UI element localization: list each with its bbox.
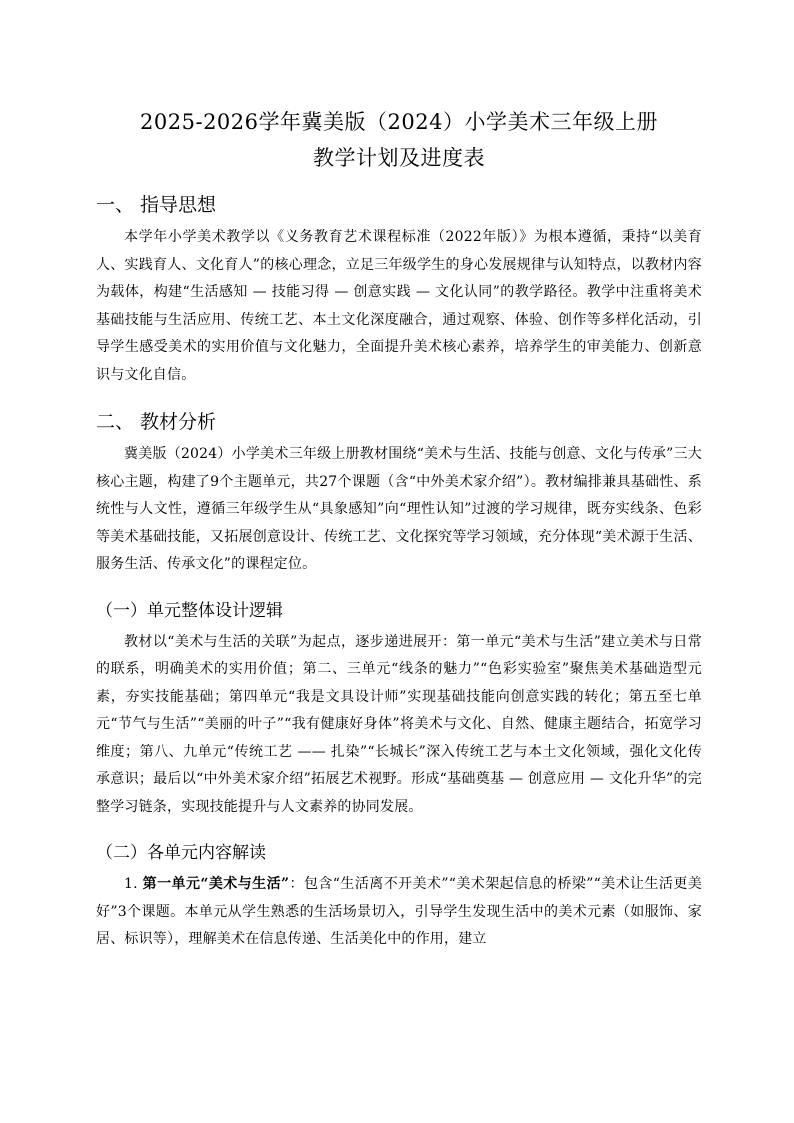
paragraph-unit-design: 教材以“美术与生活的关联”为起点，逐步递进展开：第一单元“美术与生活”建立美术与日常的联系，明确美术的实用价值；第二、三单元“线条的魅力”“色彩实验室”聚焦美术基础造型元素，夯实技能基础；第四单元“我是文具设计师”实现基础技能向创意实践的转化；第五至七单元“节气与生活”“美丽的叶子”“我有健康好身体”将美术与文化、自然、健康主题结合，拓宽学习维度；第八、九单元“传统工艺 —— 扎染”“长城长”深入传统工艺与本土文化领域，强化文化传承意识；最后以“中外美术家介绍”拓展艺术视野。形成“基础奠基 — 创意应用 — 文化升华”的完整学习链条，实现技能提升与人文素养的协同发展。 [96,633,702,815]
section-heading-guiding-ideology: 一、 指导思想 [96,194,217,216]
unit-one-title: 第一单元“美术与生活” [142,876,290,892]
section-heading-textbook-analysis: 二、 教材分析 [96,411,217,433]
document-title-line1: 2025-2026学年冀美版（2024）小学美术三年级上册 [140,110,658,134]
document-title-line2: 教学计划及进度表 [313,146,485,170]
unit-one-text: ：包含“生活离不开美术”“美术架起信息的桥梁”“美术让生活更美好”3个课题。本单元从学生熟悉的生活场景切入，引导学生发现生活中的美术元素（如服饰、家居、标识等），理解美术在信息传递、生活美化中的作用，建立 [96,876,702,947]
list-number: 1. [124,876,138,892]
subsection-heading-unit-content: （二）各单元内容解读 [96,843,266,863]
paragraph-textbook-analysis: 冀美版（2024）小学美术三年级上册教材围绕“美术与生活、技能与创意、文化与传承”三大核心主题，构建了9个主题单元，共27个课题（含“中外美术家介绍”）。教材编排兼具基础性、系统性与人文性，遵循三年级学生从“具象感知”向“理性认知”过渡的学习规律，既夯实线条、色彩等美术基础技能，又拓展创意设计、传统工艺、文化探究等学习领域，充分体现“美术源于生活、服务生活、传承文化”的课程定位。 [96,446,702,572]
paragraph-guiding-ideology: 本学年小学美术教学以《义务教育艺术课程标准（2022年版）》为根本遵循，秉持“以美育人、实践育人、文化育人”的核心理念，立足三年级学生的身心发展规律与认知特点，以教材内容为载体，构建“生活感知 — 技能习得 — 创意实践 — 文化认同”的教学路径。教学中注重将美术基础技能与生活应用、传统工艺、本土文化深度融合，通过观察、体验、创作等多样化活动，引导学生感受美术的实用价值与文化魅力，全面提升美术核心素养，培养学生的审美能力、创新意识与文化自信。 [96,229,702,383]
subsection-heading-unit-design: （一）单元整体设计逻辑 [96,600,283,621]
paragraph-unit-one [96,871,702,954]
